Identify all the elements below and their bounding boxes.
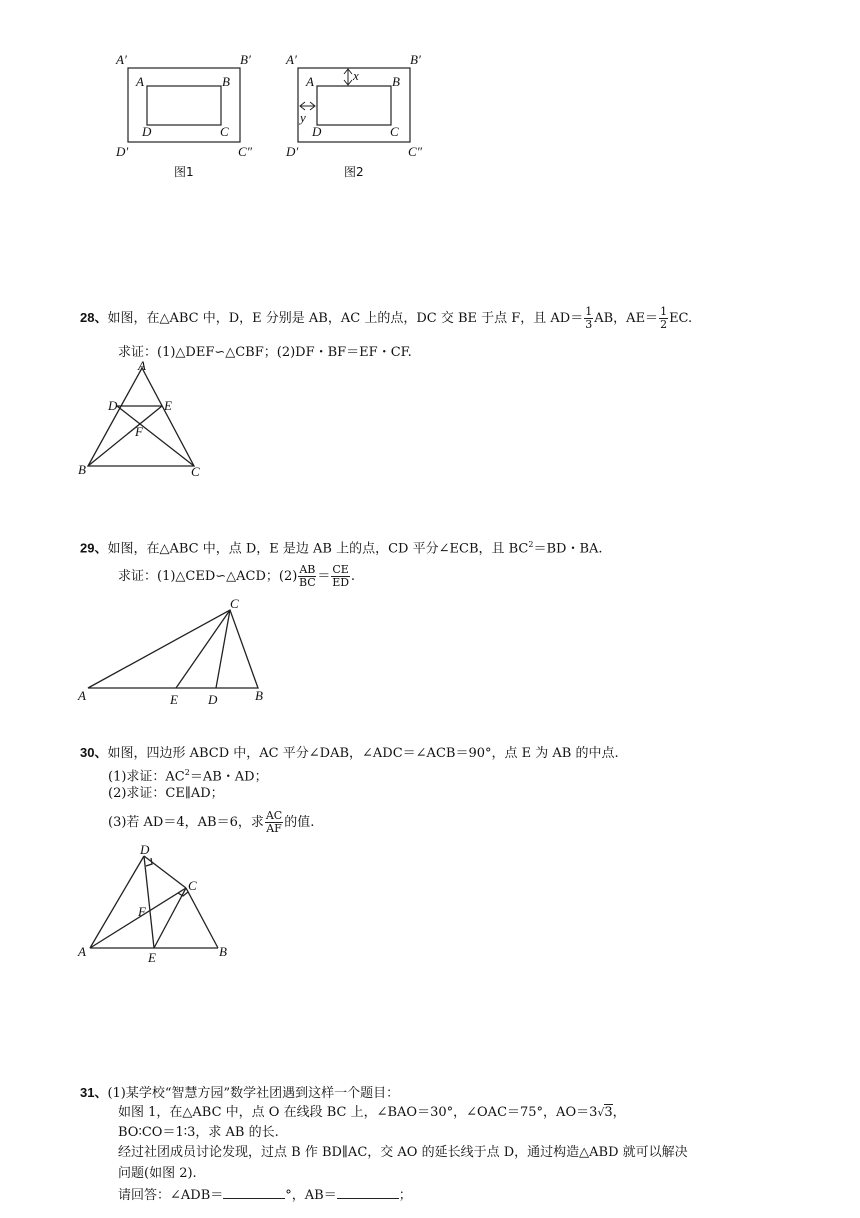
q28-proof: 求证：(1)△DEF∽△CBF；(2)DF・BF＝EF・CF. [118,345,412,360]
q31-line-5: 问题(如图 2). [118,1166,197,1181]
label-B: B [255,688,263,703]
label-B: B [219,944,227,959]
q30-figure [74,838,244,968]
label-D: D [142,124,152,139]
label-B-prime: B′ [240,52,251,67]
fraction-one-third: $\frac{1}{3}$ [585,305,593,331]
fraction-one-half: $\frac{1}{2}$ [660,305,668,331]
fraction-ab-bc: $\frac{AB}{BC}$ [299,563,316,589]
label-D: D [140,842,150,857]
label-C: C [191,464,200,479]
label-C: C [220,124,229,139]
q30-part-3: (3)若 AD＝4，AB＝6，求 $\frac{AC}{AF}$ 的值. [108,809,315,835]
label-D: D [208,692,218,707]
label-A: A [78,944,86,959]
label-E: E [164,398,172,413]
label-A-prime: A′ [286,52,297,67]
q31-line-4: 经过社团成员讨论发现，过点 B 作 BD∥AC，交 AO 的延长线于点 D，通过构造△ABD 就可以解决 [118,1145,688,1160]
figure-1 [115,52,253,179]
q31-line-2: 如图 1，在△ABC 中，点 O 在线段 BC 上，∠BAO＝30°，∠OAC＝75°，AO＝3√3， [118,1105,626,1120]
figure-2-caption: 图2 [344,165,364,179]
label-E: E [170,692,178,707]
q29-stem: 29、如图，在△ABC 中，点 D，E 是边 AB 上的点，CD 平分∠ECB，且 $BC^2=BD$・BA. [80,540,603,557]
label-C: C [390,124,399,139]
q30-part-1: (1)求证：$AC^2=AB$・AD； [108,768,268,785]
label-C: C [188,878,197,893]
q31-line-1: 31、(1)某学校“智慧方园”数学社团遇到这样一个题目： [80,1085,400,1101]
label-A: A [306,74,314,89]
q29-figure [74,590,274,708]
q29-proof: 求证：(1)△CED∽△ACD；(2) $\frac{AB}{BC}$ ＝ $\frac{CE}{ED}$ . [118,563,355,589]
answer-blank-ab[interactable] [337,1185,399,1199]
figure-2 [285,52,423,179]
label-A: A [138,358,146,373]
label-D: D [312,124,322,139]
q31-line-3: BO∶CO＝1∶3，求 AB 的长. [118,1125,279,1140]
sqrt-symbol: √ [597,1106,605,1119]
q29-number: 29、 [80,540,108,556]
label-C-prime: C″ [238,144,253,159]
label-B: B [78,462,86,477]
label-D-prime: D′ [286,144,299,159]
q30-part-2: (2)求证：CE∥AD； [108,786,224,801]
q28-figure [74,358,214,480]
answer-blank-angle[interactable] [223,1185,285,1199]
fraction-ce-ed: $\frac{CE}{ED}$ [332,563,350,589]
top-figures [110,50,440,185]
label-B: B [392,74,400,89]
label-E: E [148,950,156,965]
label-C-prime: C″ [408,144,423,159]
q28-number: 28、 [80,310,108,325]
label-y: y [300,110,306,125]
label-A: A [136,74,144,89]
q31-line-6: 请回答：∠ADB＝ °，AB＝ ； [118,1185,412,1205]
q30-stem: 30、如图，四边形 ABCD 中，AC 平分∠DAB，∠ADC＝∠ACB＝90°，点 E 为 AB 的中点. [80,745,619,761]
fraction-ac-af: $\frac{AC}{AF}$ [265,809,283,835]
label-A-prime: A′ [116,52,127,67]
q30-number: 30、 [80,745,108,760]
label-D-prime: D′ [116,144,129,159]
label-B: B [222,74,230,89]
label-C: C [230,596,239,611]
label-B-prime: B′ [410,52,421,67]
label-F: F [138,904,146,919]
label-D: D [108,398,118,413]
label-F: F [135,424,143,439]
q31-number: 31、 [80,1085,108,1100]
figure-1-caption: 图1 [174,165,194,179]
label-A: A [78,688,86,703]
label-x: x [353,68,359,83]
q28-stem: 28、如图，在△ABC 中，D，E 分别是 AB，AC 上的点，DC 交 BE 于点 F，且 AD＝ $\frac{1}{3}$ AB，AE＝ $\frac{1}{2}$ EC. [80,305,693,331]
